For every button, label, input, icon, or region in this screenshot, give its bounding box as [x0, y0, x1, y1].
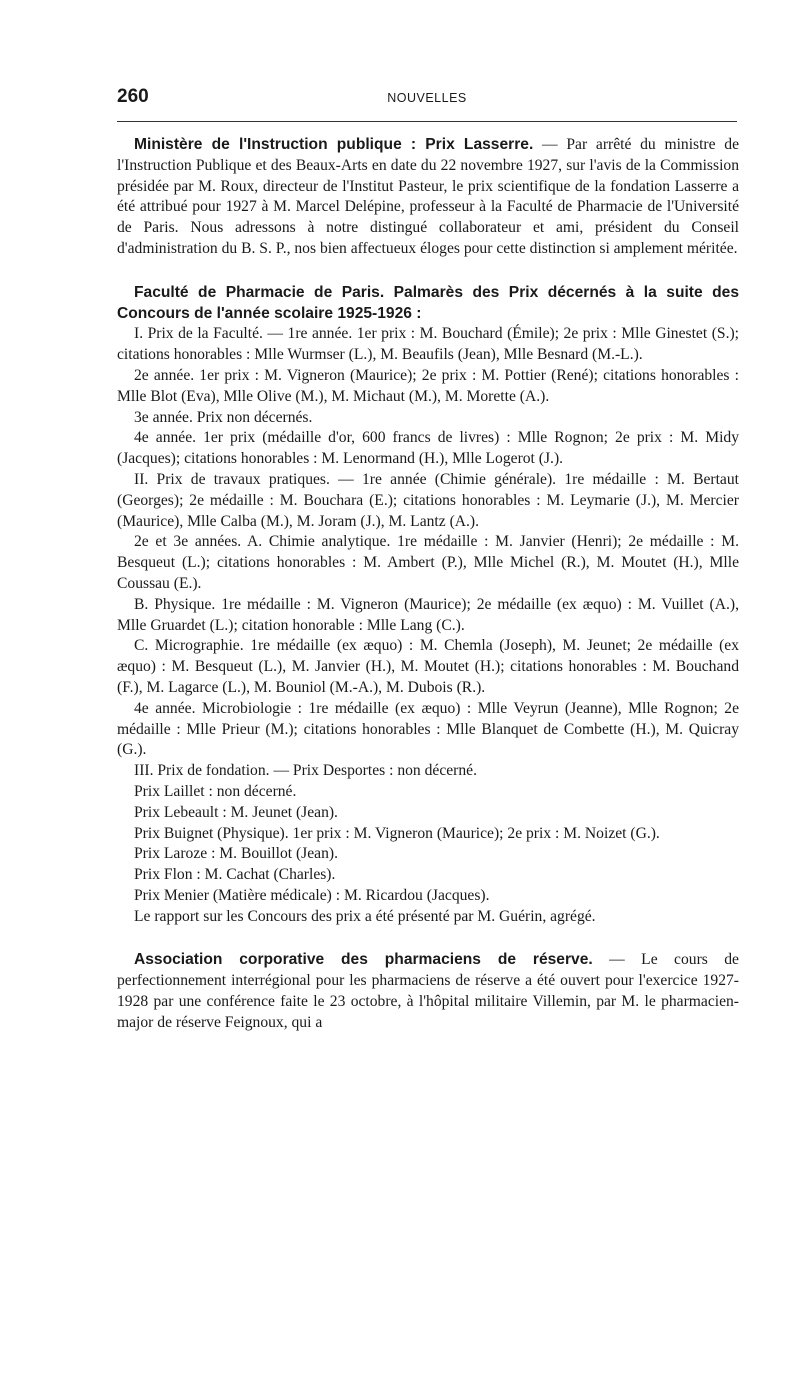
section-title: [117, 283, 739, 325]
section-faculte: [117, 283, 739, 928]
page-header: [117, 86, 737, 112]
paragraph: Prix Laroze : M. Bouillot (Jean).: [134, 845, 338, 863]
paragraph: 3e année. Prix non décernés.: [134, 408, 313, 426]
section-title-text: Faculté de Pharmacie de Paris. Palmarès des Prix décernés à la suite des Concours de l'année scolaire 1925-1926 :: [117, 283, 739, 322]
section-text: — Par arrêté du ministre de l'Instruction Publique et des Beaux-Arts en date du 22 novembre 1927, sur l'avis de la Commission présidée par M. Roux, directeur de l'Institut Pasteur, le prix scientifique de la fondation Lasserre a été attribué pour 1927 à M. Marcel Delépine, professeur à la Faculté de Pharmacie de l'Université de Paris. Nous adressons à notre distingué collaborateur et ami, président du Conseil d'administration du B. S. P., nos bien affectueux éloges pour cette distinction si amplement méritée.: [117, 136, 740, 257]
paragraph: [117, 135, 739, 260]
paragraph: 4e année. 1er prix (médaille d'or, 600 francs de livres) : Mlle Rognon; 2e prix : M. Midy (Jacques); citations honorables : M. Lenormand (H.), Mlle Logerot (J.).: [117, 429, 739, 468]
paragraph: Le rapport sur les Concours des prix a été présenté par M. Guérin, agrégé.: [134, 907, 596, 925]
running-head: NOUVELLES: [387, 91, 467, 105]
paragraph: I. Prix de la Faculté. — 1re année. 1er prix : M. Bouchard (Émile); 2e prix : Mlle Ginestet (S.); citations honorables : Mlle Wurmser (L.), M. Beaufils (Jean), Mlle Besnard (M.-L.).: [117, 325, 739, 364]
section-title: Association corporative des pharmaciens de réserve.: [134, 951, 593, 969]
page-content: [117, 135, 739, 1057]
paragraph: Prix Laillet : non décerné.: [134, 782, 297, 800]
paragraph: 4e année. Microbiologie : 1re médaille (ex æquo) : Mlle Veyrun (Jeanne), Mlle Rognon; 2e médaille : Mlle Prieur (M.); citations honorables : Mlle Blanquet de Combette (H.), M. Quicray (G.).: [117, 699, 739, 759]
page-number: 260: [117, 86, 149, 107]
paragraph: 2e et 3e années. A. Chimie analytique. 1re médaille : M. Janvier (Henri); 2e médaille : M. Besqueut (L.); citations honorables : M. Ambert (P.), Mlle Michel (R.), M. Moutet (H.), Mlle Coussau (E.).: [117, 533, 739, 592]
paragraph: II. Prix de travaux pratiques. — 1re année (Chimie générale). 1re médaille : M. Bertaut (Georges); 2e médaille : M. Bouchara (E.); citations honorables : M. Leymarie (J.), M. Mercier (Maurice), Mlle Calba (M.), M. Joram (J.), M. Lantz (A.).: [117, 470, 739, 530]
section-title: Ministère de l'Instruction publique : Prix Lasserre.: [134, 136, 534, 153]
section-association: [117, 950, 739, 1033]
paragraph: Prix Flon : M. Cachat (Charles).: [134, 866, 336, 884]
paragraph: III. Prix de fondation. — Prix Desportes : non décerné.: [134, 762, 477, 780]
section-lasserre: [117, 135, 739, 260]
paragraph: 2e année. 1er prix : M. Vigneron (Maurice); 2e prix : M. Pottier (René); citations honorables : Mlle Blot (Eva), Mlle Olive (M.), M. Michaut (M.), M. Morette (A.).: [117, 366, 739, 405]
paragraph: Prix Lebeault : M. Jeunet (Jean).: [134, 803, 338, 821]
section-text: — Le cours de perfectionnement interrégional pour les pharmaciens de réserve a été ouvert pour l'exercice 1927-1928 par une conférence faite le 23 octobre, à l'hôpital militaire Villemin, par M. le pharmacien-major de réserve Feignoux, qui a: [117, 951, 739, 1031]
paragraph: B. Physique. 1re médaille : M. Vigneron (Maurice); 2e médaille (ex æquo) : M. Vuillet (A.), Mlle Gruardet (L.); citation honorable : Mlle Lang (C.).: [117, 595, 739, 634]
paragraph: Prix Menier (Matière médicale) : M. Ricardou (Jacques).: [134, 886, 490, 904]
paragraph: Prix Buignet (Physique). 1er prix : M. Vigneron (Maurice); 2e prix : M. Noizet (G.).: [134, 824, 660, 842]
paragraph: C. Micrographie. 1re médaille (ex æquo) : M. Chemla (Joseph), M. Jeunet; 2e médaille (ex æquo) : M. Besqueut (L.), M. Janvier (H.), M. Moutet (H.); citations honorables : M. Bouchand (F.), M. Lagarce (L.), M. Bouniol (M.-A.), M. Dubois (R.).: [117, 637, 739, 696]
paragraph: [117, 950, 739, 1033]
header-rule: [117, 121, 737, 122]
